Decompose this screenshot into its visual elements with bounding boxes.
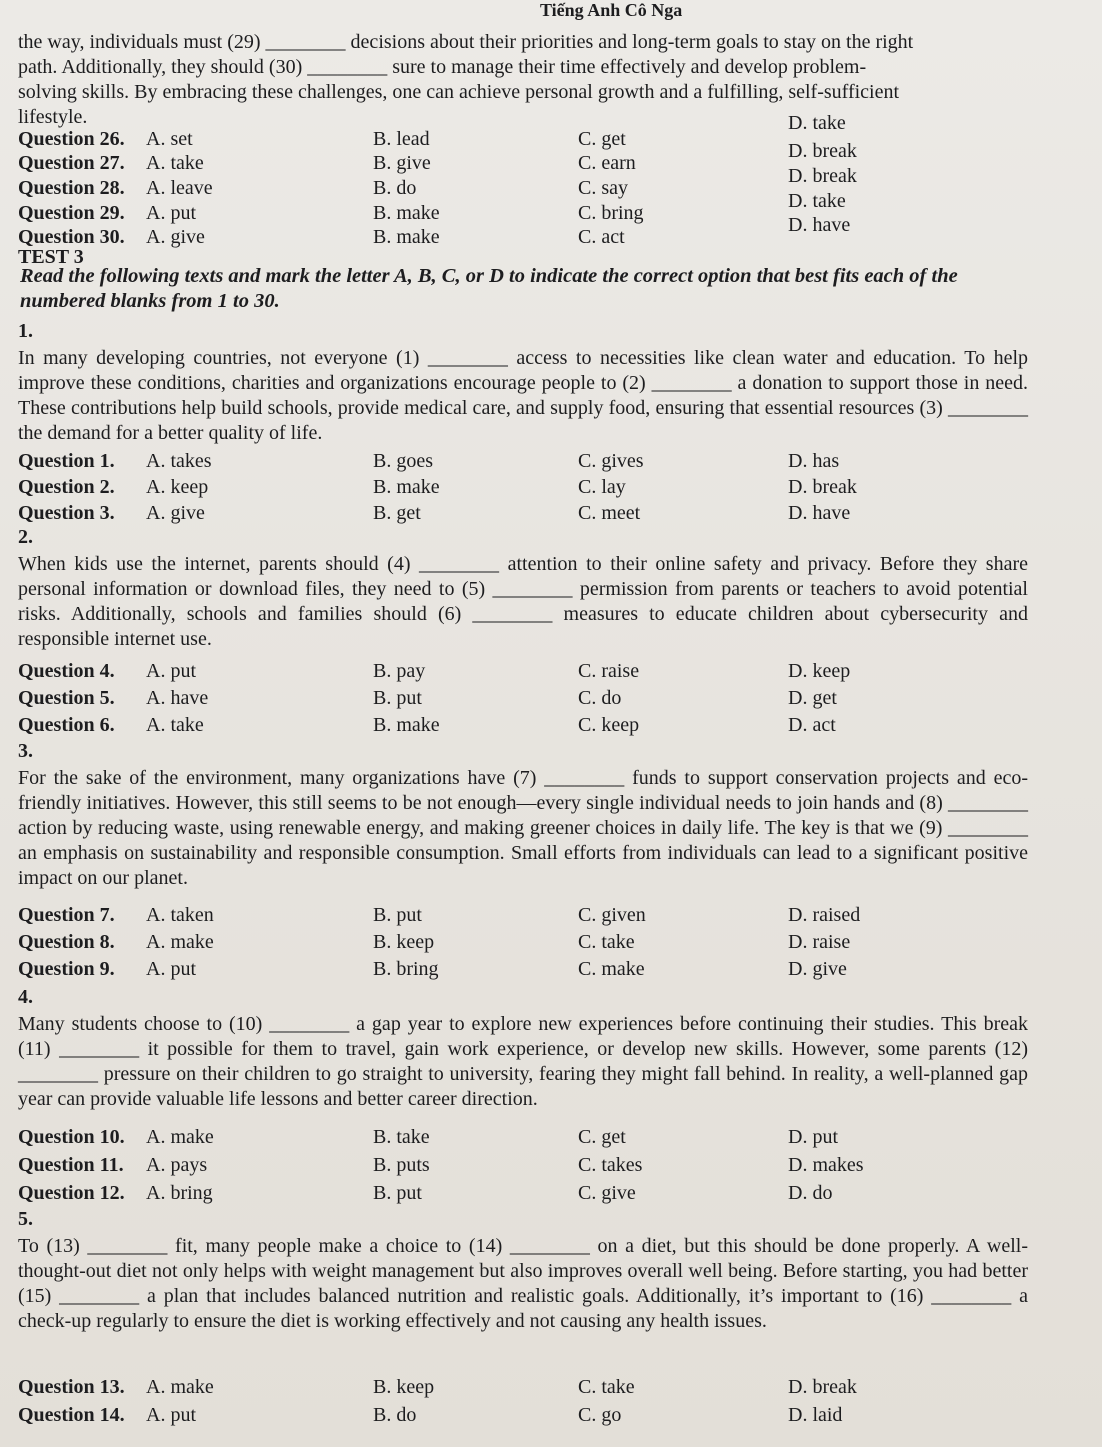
option-a: A. leave [146,177,213,199]
option-d: D. break [788,140,857,162]
question-row [18,1182,1028,1208]
option-c: C. get [578,1126,626,1148]
question-label: Question 30. [18,226,125,248]
option-c: C. take [578,931,635,953]
option-d: D. take [788,190,846,212]
passage-text: In many developing countries, not everyone (1) ________ access to necessities like clean water and education. To help improve these conditions, charities and organizations encourage people to (2) ________ a donation to support those in need. These contributions help build schools, provide medical care, and supply food, ensuring that essential resources (3) ________ the demand for a better quality of life. [18,347,1028,444]
passage-number: 1. [18,320,33,342]
question-row [18,714,1028,740]
option-d: D. break [788,165,857,187]
option-d: D. has [788,450,840,472]
option-d: D. put [788,1126,838,1148]
option-c: C. bring [578,202,644,224]
option-c: C. lay [578,476,626,498]
option-b: B. put [373,904,422,926]
question-row [18,450,1028,476]
intro-line-3: solving skills. By embracing these challenges, one can achieve personal growth and a fulfilling, self-sufficient [18,81,900,103]
question-row [18,904,1028,930]
option-c: C. go [578,1404,622,1426]
option-c: C. say [578,177,628,199]
option-b: B. put [373,1182,422,1204]
option-a: A. bring [146,1182,213,1204]
intro-line-1: the way, individuals must (29) ________ decisions about their priorities and long-term goals to stay on the right [18,31,914,53]
option-b: B. keep [373,1376,435,1398]
option-c: C. get [578,128,626,150]
question-row [18,1404,1028,1430]
passage-number: 2. [18,526,33,548]
option-a: A. take [146,714,204,736]
passage-text: When kids use the internet, parents should (4) ________ attention to their online safety and privacy. Before they share personal information or download files, they need to (5) ________ permission from parents or teachers to avoid potential risks. Additionally, schools and families should (6) ________ measures to educate children about cybersecurity and responsible internet use. [18,553,1028,650]
option-b: B. make [373,202,440,224]
question-label: Question 1. [18,450,115,472]
question-row [18,931,1028,957]
passage-text: To (13) ________ fit, many people make a choice to (14) ________ on a diet, but this should be done properly. A well-thought-out diet not only helps with weight management but also improves overall well being. Before starting, you had better (15) ________ a plan that includes balanced nutrition and realistic goals. Additionally, it’s important to (16) ________ a check-up regularly to ensure the diet is working effectively and not causing any health issues. [18,1235,1028,1332]
question-label: Question 5. [18,687,115,709]
option-b: B. take [373,1126,430,1148]
option-d: D. get [788,687,837,709]
question-row [18,1154,1028,1180]
option-d: D. act [788,714,836,736]
option-a: A. put [146,202,196,224]
question-label: Question 13. [18,1376,125,1398]
question-row [18,1126,1028,1152]
question-label: Question 7. [18,904,115,926]
question-label: Question 11. [18,1154,124,1176]
option-a: A. give [146,502,205,524]
option-d: D. makes [788,1154,864,1176]
option-b: B. lead [373,128,430,150]
question-label: Question 9. [18,958,115,980]
option-c: C. given [578,904,646,926]
running-head: Tiếng Anh Cô Nga [540,0,683,20]
option-c: C. raise [578,660,640,682]
intro-paragraph [18,30,1028,130]
option-a: A. have [146,687,209,709]
option-a: A. take [146,152,204,174]
option-a: A. put [146,1404,196,1426]
question-label: Question 6. [18,714,115,736]
option-a: A. takes [146,450,212,472]
option-d: D. do [788,1182,833,1204]
question-row [18,214,1028,252]
passage-number: 4. [18,986,33,1008]
option-d: D. laid [788,1404,843,1426]
option-b: B. bring [373,958,439,980]
option-c: C. earn [578,152,636,174]
option-c: C. give [578,1182,636,1204]
question-label: Question 14. [18,1404,125,1426]
option-b: B. pay [373,660,426,682]
option-b: B. keep [373,931,435,953]
question-row [18,190,1028,228]
option-a: A. give [146,226,205,248]
option-b: B. do [373,1404,417,1426]
option-b: B. make [373,714,440,736]
option-d: D. keep [788,660,851,682]
test-title: TEST 3 [18,246,84,268]
option-b: B. make [373,226,440,248]
question-row [18,660,1028,686]
option-a: A. taken [146,904,214,926]
intro-line-2: path. Additionally, they should (30) ________ sure to manage their time effectively and develop problem- [18,56,867,78]
option-c: C. do [578,687,622,709]
option-a: A. put [146,660,196,682]
question-row [18,476,1028,502]
option-d: D. raise [788,931,851,953]
option-d: D. have [788,502,851,524]
option-d: D. give [788,958,847,980]
option-b: B. goes [373,450,433,472]
question-row [18,140,1028,178]
option-d: D. raised [788,904,861,926]
question-label: Question 29. [18,202,125,224]
option-c: C. keep [578,714,640,736]
option-d: D. have [788,214,851,236]
question-label: Question 3. [18,502,115,524]
option-b: B. make [373,476,440,498]
option-a: A. put [146,958,196,980]
option-b: B. put [373,687,422,709]
option-c: C. take [578,1376,635,1398]
intro-line-4: lifestyle. [18,106,88,128]
option-c: C. make [578,958,645,980]
passage-number: 5. [18,1208,33,1230]
option-d: D. break [788,1376,857,1398]
option-c: C. takes [578,1154,643,1176]
question-label: Question 28. [18,177,125,199]
question-row [18,958,1028,984]
option-a: A. pays [146,1154,208,1176]
option-b: B. give [373,152,431,174]
option-a: A. make [146,931,214,953]
instruction-text: Read the following texts and mark the letter A, B, C, or D to indicate the correct option that best fits each of the numbered blanks from 1 to 30. [20,265,958,312]
question-label: Question 26. [18,128,125,150]
option-d: D. take [788,112,846,134]
option-b: B. do [373,177,417,199]
question-label: Question 10. [18,1126,125,1148]
option-a: A. make [146,1126,214,1148]
option-c: C. gives [578,450,644,472]
question-row [18,1376,1028,1402]
question-row [18,687,1028,713]
option-c: C. meet [578,502,641,524]
passage-text: For the sake of the environment, many organizations have (7) ________ funds to support conservation projects and eco-friendly initiatives. However, this still seems to be not enough—every single individual needs to join hands and (8) ________ action by reducing waste, using renewable energy, and making greener choices in daily life. The key is that we (9) ________ an emphasis on sustainability and responsible consumption. Small efforts from individuals can lead to a significant positive impact on our planet. [18,767,1028,889]
passage-number: 3. [18,740,33,762]
question-label: Question 27. [18,152,125,174]
option-a: A. make [146,1376,214,1398]
option-a: A. keep [146,476,209,498]
passage-text: Many students choose to (10) ________ a gap year to explore new experiences before continuing their studies. This break (11) ________ it possible for them to travel, gain work experience, or develop new skills. However, some parents (12) ________ pressure on their children to go straight to university, fearing they might fall behind. In reality, a well-planned gap year can provide valuable life lessons and better career direction. [18,1013,1028,1110]
question-row [18,502,1028,528]
question-label: Question 12. [18,1182,125,1204]
option-d: D. break [788,476,857,498]
option-a: A. set [146,128,193,150]
question-label: Question 4. [18,660,115,682]
question-label: Question 2. [18,476,115,498]
option-b: B. get [373,502,421,524]
question-row [18,165,1028,203]
option-c: C. act [578,226,625,248]
option-b: B. puts [373,1154,430,1176]
question-label: Question 8. [18,931,115,953]
